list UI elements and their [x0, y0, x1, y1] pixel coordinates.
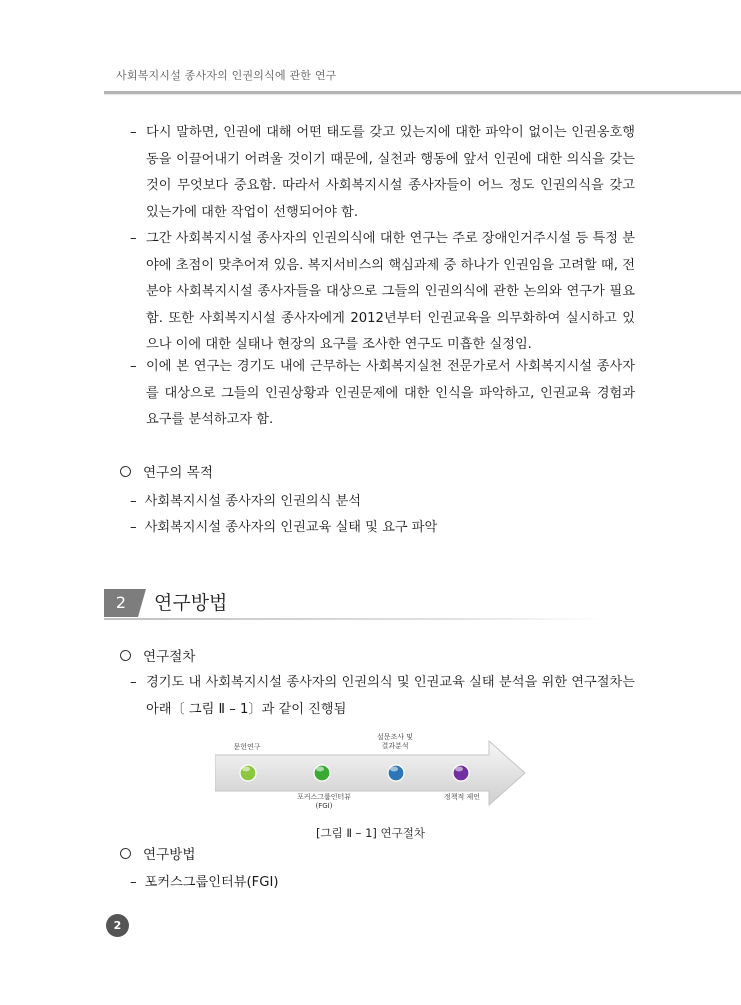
background-text: 다시 말하면, 인권에 대해 어떤 태도를 갖고 있는지에 대한 파악이 없이는 인권옹호행동을 이끌어내기 어려울 것이기 때문에, 실천과 행동에 앞서 인권에 대한 의식을 갖는 것이 무엇보다 중요함. 따라서 사회복지시설 종사자들이 어느 정도 인권의식을 갖고 있는가에 대한 작업이 선행되어야 함. — [146, 125, 635, 220]
section-title: 연구방법 — [154, 592, 228, 614]
dash-marker: – — [130, 359, 137, 374]
step-dot-highlight — [455, 767, 463, 772]
dash-marker: – — [130, 125, 137, 140]
step-dot-highlight — [242, 767, 250, 772]
circle-bullet-icon — [120, 848, 131, 859]
dash-marker: – — [130, 520, 137, 535]
procedure-heading-text: 연구절차 — [143, 649, 196, 665]
dash-marker: – — [130, 875, 137, 890]
circle-bullet-icon — [120, 466, 131, 477]
procedure-figure — [215, 733, 527, 823]
procedure-item — [130, 670, 635, 723]
step-label: 설문조사 및 결과분석 — [376, 733, 414, 750]
background-text: 그간 사회복지시설 종사자의 인권의식에 대한 연구는 주로 장애인거주시설 등 특정 분야에 초점이 맞추어져 있음. 복지서비스의 핵심과제 중 하나가 인권임을 고려할 때, 전 분야 사회복지시설 종사자들을 대상으로 그들의 인권의식에 관한 논의와 연구가 필요함. 또한 사회복지시설 종사자에게 2012년부터 인권교육을 의무화하여 실시하고 있으나 이에 대한 실태나 현장의 요구를 조사한 연구도 미흡한 실정임. — [146, 231, 635, 353]
method-heading — [120, 843, 196, 863]
dash-marker: – — [130, 675, 137, 690]
purpose-heading-text: 연구의 목적 — [143, 465, 213, 481]
figure-caption: [그림 Ⅱ – 1] 연구절차 — [316, 826, 425, 840]
procedure-text: 경기도 내 사회복지시설 종사자의 인권의식 및 인권교육 실태 분석을 위한 연구절차는 아래〔 그림 Ⅱ – 1〕과 같이 진행됨 — [146, 675, 635, 717]
step-dot-highlight — [390, 767, 398, 772]
step-label: 정책적 제언 — [443, 793, 481, 801]
background-item — [130, 354, 635, 434]
section-rule — [104, 618, 604, 620]
step-label: 포커스그룹인터뷰 (FGI) — [296, 793, 352, 810]
background-item — [130, 120, 635, 226]
background-text: 이에 본 연구는 경기도 내에 근무하는 사회복지실천 전문가로서 사회복지시설 종사자를 대상으로 그들의 인권상황과 인권문제에 대한 인식을 파악하고, 인권교육 경험과 요구를 분석하고자 함. — [146, 359, 635, 428]
step-dot-highlight — [316, 767, 324, 772]
method-item-text: 포커스그룹인터뷰(FGI) — [144, 875, 279, 890]
page-number: 2 — [106, 914, 129, 937]
purpose-heading — [120, 461, 213, 481]
section-number: 2 — [104, 589, 138, 617]
method-heading-text: 연구방법 — [143, 847, 196, 863]
method-item — [130, 871, 279, 890]
step-label: 문헌연구 — [233, 743, 261, 751]
dash-marker: – — [130, 231, 137, 246]
purpose-item — [130, 516, 437, 535]
purpose-item-text: 사회복지시설 종사자의 인권교육 실태 및 요구 파악 — [144, 520, 438, 535]
background-item — [130, 226, 635, 359]
running-header: 사회복지시설 종사자의 인권의식에 관한 연구 — [116, 69, 337, 82]
purpose-item — [130, 490, 361, 509]
purpose-item-text: 사회복지시설 종사자의 인권의식 분석 — [144, 494, 361, 509]
dash-marker: – — [130, 494, 137, 509]
procedure-heading — [120, 645, 196, 665]
circle-bullet-icon — [120, 650, 131, 661]
header-rule — [104, 91, 741, 94]
